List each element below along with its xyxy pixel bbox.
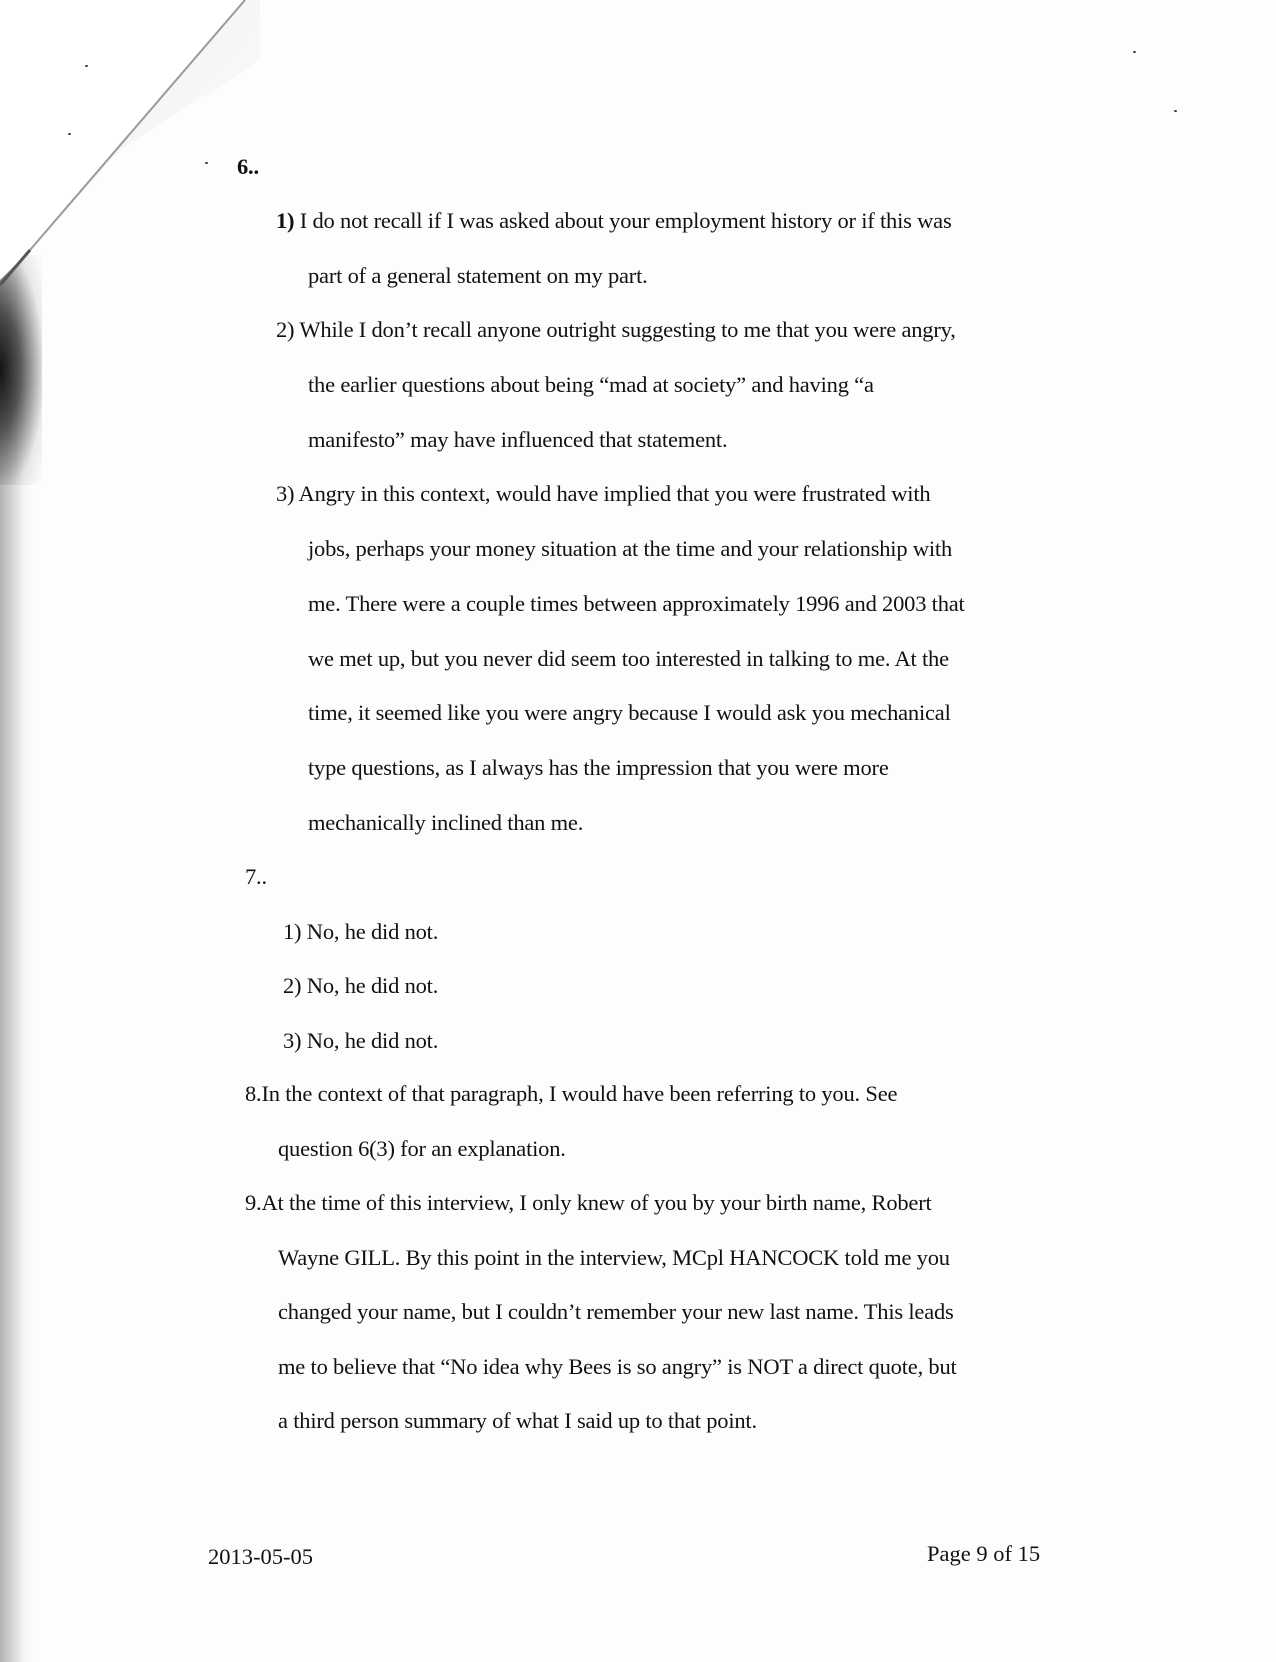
section-7-heading: 7.. (245, 864, 267, 889)
section-7-item-1 (283, 918, 438, 946)
section-6-item-1-line-2: part of a general statement on my part. (308, 263, 648, 288)
section-9-line-3: changed your name, but I couldn’t remember your new last name. This leads (278, 1299, 954, 1324)
section-6-item-3-line-5: time, it seemed like you were angry because I would ask you mechanical (308, 700, 951, 725)
item-text: No, he did not. (306, 973, 439, 998)
item-text: I do not recall if I was asked about your employment history or if this was (299, 208, 952, 233)
section-6-item-3 (276, 480, 930, 508)
scan-speck (205, 162, 208, 164)
scan-speck (85, 65, 88, 67)
section-6-heading: 6.. (237, 154, 259, 179)
item-number: 2) (276, 317, 295, 342)
section-6-item-3-line-6: type questions, as I always has the impression that you were more (308, 755, 889, 780)
scan-speck (1174, 110, 1177, 112)
section-7-item-3 (283, 1027, 438, 1055)
item-number: 1) (283, 919, 302, 944)
section-8 (245, 1080, 897, 1108)
section-6-item-2 (276, 316, 956, 344)
item-text: No, he did not. (306, 1028, 439, 1053)
item-text: At the time of this interview, I only knew of you by your birth name, Robert (261, 1190, 932, 1215)
scan-speck (1133, 51, 1136, 53)
item-number: 2) (283, 973, 302, 998)
section-6-item-1 (276, 207, 952, 235)
scan-speck (68, 133, 71, 135)
item-text: While I don’t recall anyone outright suggesting to me that you were angry, (299, 317, 956, 342)
item-number: 9. (245, 1190, 262, 1215)
section-6-item-3-line-2: jobs, perhaps your money situation at the time and your relationship with (308, 536, 953, 561)
item-number: 8. (245, 1081, 262, 1106)
item-text: No, he did not. (306, 919, 439, 944)
section-9-line-4: me to believe that “No idea why Bees is so angry” is NOT a direct quote, but (278, 1354, 957, 1379)
item-text: Angry in this context, would have implied that you were frustrated with (298, 481, 931, 506)
item-number: 1) (276, 208, 295, 233)
section-6-item-3-line-3: me. There were a couple times between approximately 1996 and 2003 that (308, 591, 965, 616)
section-6-item-3-line-7: mechanically inclined than me. (308, 810, 584, 835)
section-7-item-2 (283, 972, 438, 1000)
folded-corner (0, 0, 260, 290)
item-number: 3) (283, 1028, 302, 1053)
footer-page-number: Page 9 of 15 (927, 1541, 1041, 1566)
section-9-line-2: Wayne GILL. By this point in the interview, MCpl HANCOCK told me you (278, 1245, 950, 1270)
section-6-item-3-line-4: we met up, but you never did seem too interested in talking to me. At the (308, 646, 949, 671)
section-9 (245, 1189, 932, 1217)
item-number: 3) (276, 481, 295, 506)
section-6-item-2-line-3: manifesto” may have influenced that statement. (308, 427, 728, 452)
footer-date: 2013-05-05 (208, 1544, 313, 1569)
item-text: In the context of that paragraph, I would have been referring to you. See (261, 1081, 898, 1106)
section-6-item-2-line-2: the earlier questions about being “mad at society” and having “a (308, 372, 874, 397)
section-8-line-2: question 6(3) for an explanation. (278, 1136, 566, 1161)
section-9-line-5: a third person summary of what I said up to that point. (278, 1408, 757, 1433)
